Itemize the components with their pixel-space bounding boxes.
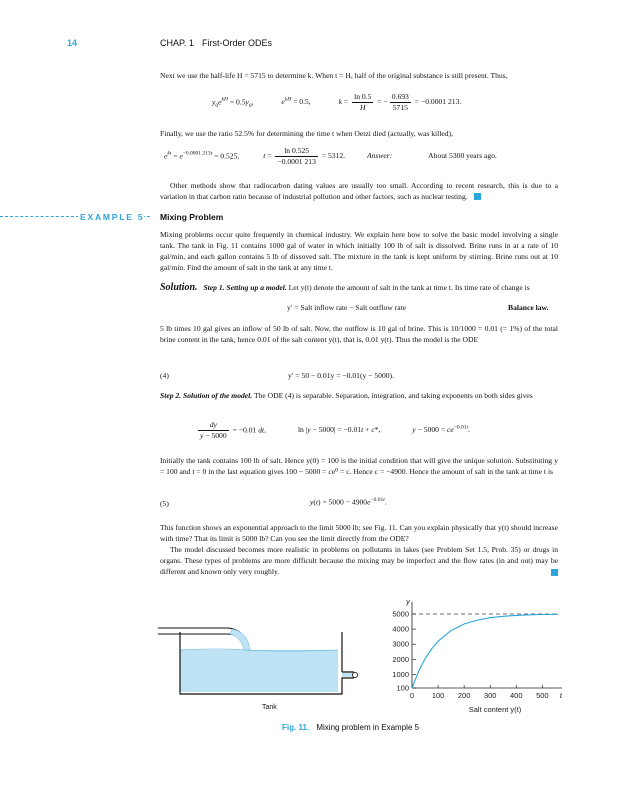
paragraph-ratio: Finally, we use the ratio 52.5% for determining the time t when Oetzi died (actually, was killed), [160, 129, 453, 138]
tank-illustration [158, 612, 358, 700]
balance-equation: y′ = Salt inflow rate − Salt outflow rate [287, 303, 407, 312]
x-tick-label: 300 [483, 691, 497, 700]
paragraph-step-1 [160, 282, 558, 293]
example-title: Mixing Problem [160, 212, 224, 222]
paragraph-inflow: 5 lb times 10 gal gives an inflow of 50 lb of salt. Now, the outflow is 10 gal of brine. This is 10/1000 = 0.01 (= 1%) of the total brine content in the tank, hence 0.01 of the salt content y(t), that is, 0.01 y(t). Thus the model is the ODE [160, 324, 558, 344]
end-of-example-square-2 [551, 569, 558, 576]
outflow-valve [352, 672, 357, 677]
x-axis-name: t [559, 691, 562, 700]
x-tick-label: 0 [409, 691, 415, 700]
paragraph-other-methods [160, 180, 558, 202]
equation-4: y′ = 50 − 0.01y = −0.01(y − 5000). [288, 371, 394, 380]
paragraph-half-life: Next we use the half-life H = 5715 to determine k. When t = H, half of the original substance is still present. Thus, [160, 71, 508, 80]
paragraph-limit: This function shows an exponential approach to the limit 5000 lb; see Fig. 11. Can you explain physically that y(t) should increase with time? That its limit is 5000 lb? Can you see the limit directly from the ODE? [160, 523, 558, 543]
tank-label: Tank [262, 704, 277, 711]
inflow-stream [230, 629, 250, 650]
equation-time-of-death: $e^{kt} = e^{-0.0001 213t} = 0.525$, t = $\frac{\ln 0.525}{-0.0001 213}$ = 5312. Answer: About 5300 years ago. [164, 146, 497, 166]
caption-label: Fig. 11. [282, 723, 310, 732]
answer-value: About 5300 years ago. [428, 151, 497, 161]
end-of-example-square [474, 193, 481, 200]
x-tick-label: 100 [431, 691, 445, 700]
tank-water [180, 650, 338, 692]
step-2-text: The ODE (4) is separable. Separation, integration, and taking exponents on both sides gives [252, 391, 533, 400]
salt-content-chart [380, 596, 570, 716]
figure-caption [282, 723, 419, 732]
paragraph-realistic-text: The model discussed becomes more realistic in problems on pollutants in lakes (see Problem Set 1.5, Prob. 35) or drugs in organs. These types of problems are more difficult because the mixing may be imperfect and the flow rates (in and out) may be different and known only very roughly. [160, 545, 558, 576]
paragraph-realistic [160, 544, 558, 577]
chapter-label: CHAP. 1 [160, 38, 194, 48]
y-axis-name: y [406, 597, 410, 606]
x-tick-label: 500 [536, 691, 549, 700]
page-number: 14 [67, 38, 78, 48]
outflow-stream [342, 673, 352, 677]
balance-law-label: Balance law. [508, 303, 549, 312]
y-tick-label: 2000 [392, 654, 409, 664]
step-2-label: Step 2. Solution of the model. [160, 391, 253, 400]
equation-5-number: (5) [160, 499, 169, 508]
x-tick-label: 400 [510, 691, 523, 700]
step-1-text: Let y(t) denote the amount of salt in the tank at time t. Its time rate of change is [286, 283, 530, 292]
solution-label: Solution. [160, 282, 198, 293]
chapter-title: First-Order ODEs [202, 38, 273, 48]
step-1-label: Step 1. Setting up a model. [203, 283, 287, 292]
paragraph-other-methods-text: Other methods show that radiocarbon dating values are usually too small. According to recent research, this is due to a variation in that carbon ratio because of industrial pollution and other factors, such as nuclear testing. [160, 181, 558, 201]
equation-half-life: $y_0e^{kH} = 0.5y_0$, $e^{kH} = 0.5$, k = $\frac{\ln 0.5}{H}$ = − $\frac{0.693}{5715}$ = −0.0001 213. [212, 92, 462, 112]
y-tick-label: 3000 [392, 639, 409, 649]
equation-separation: $\frac{dy}{y - 5000}$ = −0.01 dt, ln |y − 5000| = −0.01t + c*, $y - 5000 = ce^{-0.01t}$. [200, 420, 470, 440]
y-tick-label: 5000 [392, 609, 409, 619]
paragraph-step-2 [160, 390, 558, 401]
x-axis-label: Salt content y(t) [468, 705, 522, 714]
equation-4-number: (4) [160, 371, 169, 380]
y-tick-label: 1000 [392, 669, 409, 679]
y-tick-label: 4000 [392, 624, 409, 634]
salt-curve [412, 614, 558, 688]
x-tick-label: 200 [457, 691, 471, 700]
paragraph-mixing-problem: Mixing problems occur quite frequently in chemical industry. We explain here how to solve the basic model involving a single tank. The tank in Fig. 11 contains 1000 gal of water in which initially 100 lb of salt is dissolved. Brine runs in at a rate of 10 gal/min, and each gallon contains 5 lb of dissoved salt. The mixture in the tank is kept uniform by stirring. Brine runs out at 10 gal/min. Find the amount of salt in the tank at any time t. [160, 230, 558, 272]
answer-label: Answer: [366, 151, 393, 161]
paragraph-initial-condition: Initially the tank contains 100 lb of salt. Hence y(0) = 100 is the initial condition that will give the unique solution. Substituting y = 100 and t = 0 in the last equation gives 100 − 5000 = ce⁰ = c. Hence c = −4900. Hence the amount of salt in the tank at time t is [160, 456, 558, 476]
caption-text: Mixing problem in Example 5 [316, 723, 420, 732]
example-label: EXAMPLE 5 [80, 212, 145, 222]
y-tick-label: 100 [396, 683, 409, 693]
equation-5: $y(t) = 5000 - 4900e^{-0.01t}$. [310, 497, 387, 507]
